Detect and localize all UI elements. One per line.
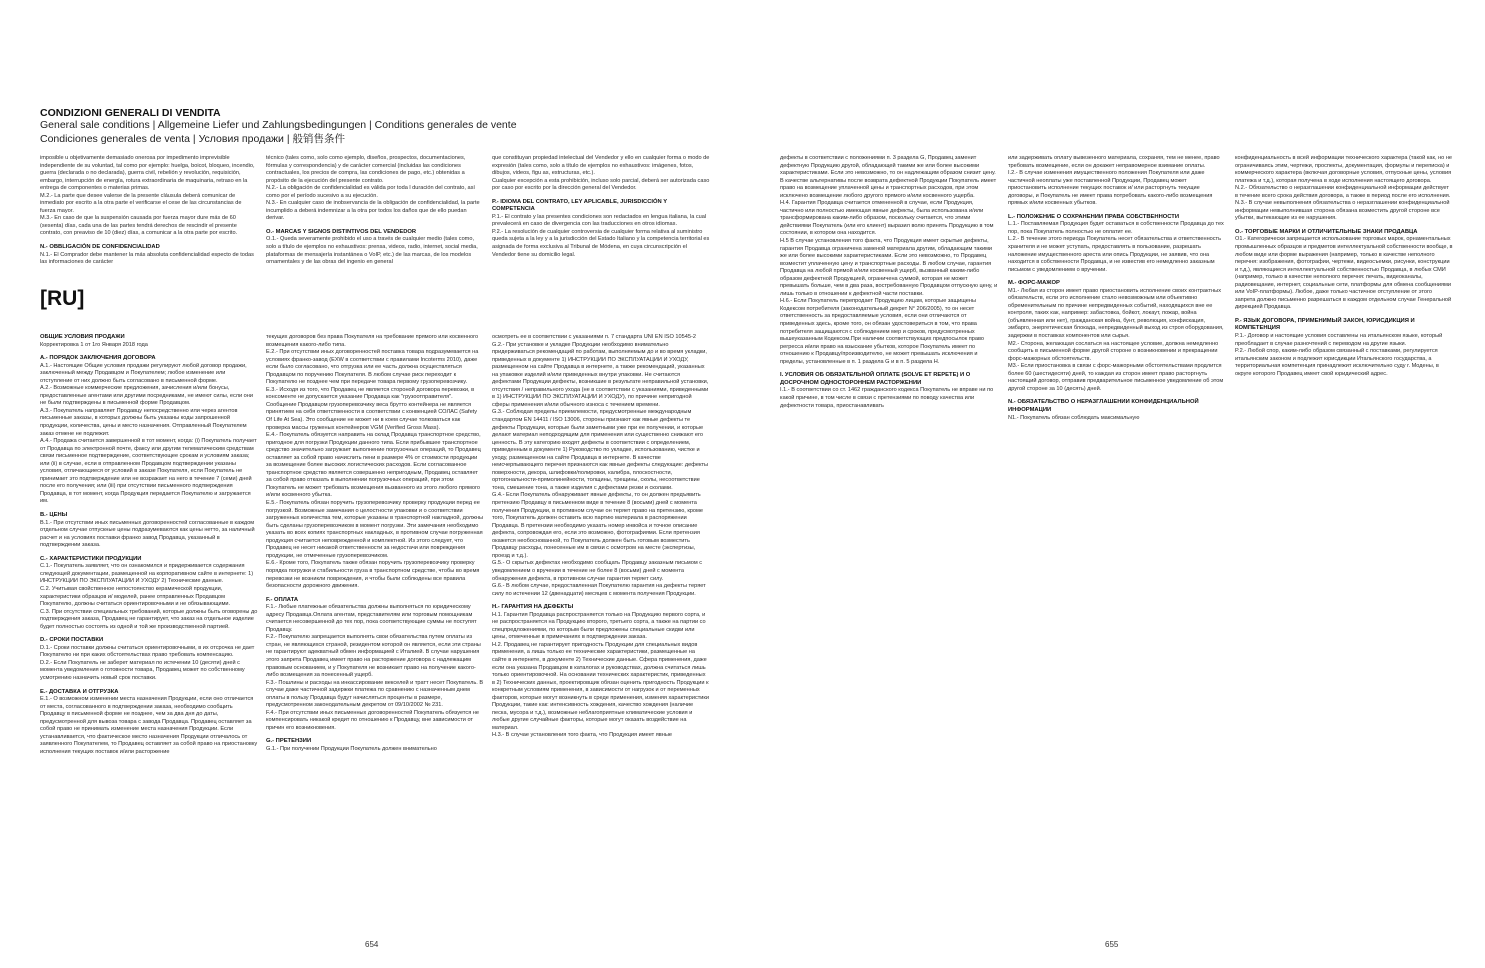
section-heading: I. УСЛОВИЯ ОБ ОБЯЗАТЕЛЬНОЙ ОПЛАТЕ (SOLVE ET REPETE) И О ДОСРОЧНОМ ОДНОСТОРОННЕМ РАСТОРЖЕНИИ: [780, 372, 971, 386]
paragraph: P.1.- El contrato y las presentes condiciones son redactados en lengua italiana, la cual prevalecerá en caso de divergencia con las traducciones en otros idiomas. P.2.- La resolución de cualquier controversia de cualquier forma relativa al suministro queda sujeta a la ley y a la jurisdicción del Estado Italiano y la competencia territorial es asignada de forma exclusiva al Tribunal de Módena, en cuya circunscripción el Vendedor tiene su domicilio legal.: [492, 213, 710, 258]
paragraph: F.1.- Любые платежные обязательства должны выполняться по юридическому адресу Продавца.Оплата агентам, представителям или торговым помощникам считается несовершенной до тех пор, пока соответствующие суммы не поступят Продавцу. F.2.- Покупателю запрещается выполнять свои обязательства путем оплаты из стран, не являющихся страной, резидентом которой он является, если эти страны не гарантируют адекватный обмен информацией с Италией. В случае нарушения этого запрета Продавец имеет право на расторжение договора с надлежащим правовым основанием, и у Покупателя не возникает право на получение какого-либо возмещения за понесенный ущерб. F.3.- Пошлины и расходы на инкассирование векселей и тратт несет Покупатель. В случае даже частичной задержки платежа по сравнению с назначенным днем оплаты в пользу Продавца будут начисляться проценты в размере, предусмотренном законодательным декретом от 09/10/2002 № 231. F.4.- При отсутствии иных письменных договоренностей Покупатель обязуется не компенсировать никакой кредит по отношению к Продавцу, вне зависимости от причин его возникновения.: [266, 604, 484, 731]
section-heading: L.- ПОЛОЖЕНИЕ О СОХРАНЕНИИ ПРАВА СОБСТВЕННОСТИ: [1008, 213, 1180, 220]
text-column: [1008, 155, 1226, 422]
paragraph: E.1.- О возможном изменении места назначения Продукции, если оно отличается от места, согласованного в подтверждении заказа, необходимо сообщить Продавцу в письменной форме не позднее, чем за два дня до даты, предусмотренной для вывоза товара с завода Продавца. Продавец оставляет за собой право не принимать изменение места назначения Продукции. Если устанавливается, что фактическое место назначения Продукции отличалось от заявленного Покупателем, то Продавец оставляет за собой право на приостановку исполнения текущих поставок и/или расторжение: [40, 696, 258, 755]
paragraph: N.1.- El Comprador debe mantener la más absoluta confidencialidad especto de todas las informaciones de carácter: [40, 251, 254, 266]
paragraph: M1.- Любая из сторон имеет право приостановить исполнение своих контрактных обязательств, если это исполнение стало невозможным или объективно обременительным по причине непредвиденных событий, находящихся вне ее контроля, таких как, например: забастовка, бойкот, локаут, пожар, война (объявленная или нет), гражданская война, бунт, революция, конфискация, эмбарго, энергетическая блокада, непредвиденный выход из строя оборудования, задержки в поставках компонентов или сырья. M2.- Сторона, желающая сослаться на настоящее условие, должна немедленно сообщить в письменной форме другой стороне о возникновении и прекращении форс-мажорных обстоятельств. M3.- Если приостановка в связи с форс-мажорными обстоятельствами продлится более 60 (шестидесяти) дней, то каждая из сторон имеет право расторгнуть настоящий договор, отправив предварительное письменное уведомление об этом другой стороне за 10 (десять) дней.: [1008, 287, 1224, 392]
page-number-right: 655: [1105, 940, 1119, 949]
text-column: [266, 155, 484, 267]
section-heading: P.- IDIOMA DEL CONTRATO, LEY APLICABLE, JURISDICCIÓN Y COMPETENCIA: [492, 198, 668, 213]
section-heading: P.- ЯЗЫК ДОГОВОРА, ПРИМЕНИМЫЙ ЗАКОН, ЮРИСДИКЦИЯ И КОМПЕТЕНЦИЯ: [1235, 317, 1415, 332]
text-column: [780, 155, 998, 410]
section-heading: B.- ЦЕНЫ: [40, 512, 68, 519]
page-number-left: 654: [365, 940, 379, 949]
paragraph: C.1.- Покупатель заявляет, что он ознакомился и придерживается содержания следующей документации, размещенной на корпоративном сайте в интернете: 1) ИНСТРУКЦИИ ПО ЭКСПЛУАТАЦИИ И УХОДУ 2) Технические данные. C.2. Учитывая свойственное непостоянство керамической продукции, характеристики образцов и/ моделей, ранее отправленных Продавцом Покупателю, должны считаться ориентировочными и не обязывающими. C.3. При отсутствии специальных требований, которые должны быть оговорены до подтверждения заказа, Продавец не гарантирует, что заказ на отдельное изделие будет полностью состоять из одной и той же производственной партией.: [40, 563, 258, 630]
section-heading: E.- ДОСТАВКА И ОТГРУЗКА: [40, 688, 119, 695]
document-subtitle: Condiciones generales de venta | Условия продажи | 般销售条件: [40, 133, 345, 145]
text-column: [492, 155, 710, 259]
section-heading: O.- ТОРГОВЫЕ МАРКИ И ОТЛИЧИТЕЛЬНЫЕ ЗНАКИ ПРОДАВЦА: [1235, 228, 1418, 235]
paragraph: O1.- Категорически запрещается использование торговых марок, орнаментальных промышленных образцов и предметов интеллектуальной собственности вообще, в любом виде или форме выражения (например, только в качестве неполного перечня: изображения, фотографии, чертежи, видеосъемки, рисунки, конструкции и т.д.), являющиеся интеллектуальной собственностью Продавца, в любых СМИ (например, только в качестве неполного перечня: печать, видеоканалы, радиовещание, интернет, социальные сети, платформы для обмена сообщениями или VoIP-платформы). Любое, даже только частичное отступление от этого запрета должно письменно разрешаться в каждом отдельном случае Генеральной дирекцией Продавца.: [1235, 236, 1453, 311]
paragraph: D.1.- Сроки поставки должны считаться ориентировочными, в их отсрочка не дает Покупателю ни при каких обстоятельствах право требовать компенсацию. D.2.- Если Покупатель не заберет материал по истечении 10 (десяти) дней с момента уведомления о готовности товара, Продавец может по собственному усмотрению назначить новый срок поставки.: [40, 644, 255, 681]
text-column: [1235, 155, 1453, 378]
section-heading: F.- ОПЛАТА: [266, 596, 299, 603]
text-column: [266, 334, 484, 754]
text-column: [40, 334, 258, 756]
section-heading: ОБЩИЕ УСЛОВИЯ ПРОДАЖИ: [40, 334, 125, 340]
paragraph: G.1.- При получении Продукции Покупатель должен внимательно: [266, 745, 437, 752]
section-heading: G.- ПРЕТЕНЗИИ: [266, 738, 312, 745]
section-heading: C.- ХАРАКТЕРИСТИКИ ПРОДУКЦИИ: [40, 555, 142, 562]
section-heading: А.- ПОРЯДОК ЗАКЛЮЧЕНИЯ ДОГОВОРА: [40, 355, 156, 362]
section-heading: O.- MARCAS Y SIGNOS DISTINTIVOS DEL VENDEDOR: [266, 228, 417, 235]
text-column: [492, 334, 710, 740]
paragraph: O.1.- Queda severamente prohibido el uso a través de cualquier medio (tales como, solo a título de ejemplos no exhaustivos: prensa, videos, radio, internet, social media, plataformas de mensajería instantánea o VoIP, etc.) de las marcas, de los modelos ornamentales y de las obras del ingenio en general: [266, 236, 478, 266]
paragraph: или задерживать оплату вывезенного материала, сохраняя, тем не менее, право требовать возмещение, если он докажет неправомерное взимание оплаты. I.2.- В случае изменения имущественного положения Покупателя или даже частичной неоплаты уже поставленной Продукции, Продавец может приостановить исполнение текущих поставок и/ или расторгнуть текущие договоры, и Покупатель не имеет права потребовать какого-либо возмещения прямых и/или косвенных убытков.: [1008, 155, 1220, 207]
paragraph: конфиденциальность в всей информации технического характера (такой как, но не ограничиваясь этим, чертежи, проспекты, документация, формулы и переписка) и коммерческого характера (включая договорные условия, отпускные цены, условия платежа и т.д.), которая получена в ходе исполнения настоящего договора. N.2.- Обязательство о неразглашении конфиденциальной информации действует в течение всего срока действия договора, а также в период после его исполнения. N.3.- В случае невыполнения обязательства о неразглашении конфиденциальной информации невыполнившая сторона обязана возместить другой стороне все убытки, вытекающие из ее нарушения.: [1235, 155, 1453, 222]
paragraph: текущих договоров без права Покупателя на требование прямого или косвенного возмещения какого-либо типа. E.2.- При отсутствии иных договоренностей поставка товара подразумевается на условиях франко-завод (EXW в соответствии с правилами Incoterms 2010), даже если было согласовано, что отгрузка или ее часть должна осуществляться Продавцом по поручению Покупателя. В любом случае риск переходит к Покупателю не позднее чем при передаче товара первому грузоперевозчику. E.3.- Исходя из того, что Продавец не является стороной договора перевозки, в консоменте не допускается указание Продавца как "грузоотправителя". Сообщение Продавцом грузоперевозчику веса брутто контейнера не является принятием на себя ответственности в соответствии с конвенцией СОЛАС (Safety Of Life At Sea). Это сообщение не может ни в коем случае толковаться как проверка массы груженых контейнеров VGM (Verified Gross Mass). E.4.- Покупатель обязуется направить на склад Продавца транспортное средство, пригодное для погрузки Продукции данного типа. Если прибывшее транспортное средство значительно загружает выполнение погрузочных операций, то Продавец оставляет за собой право начислить пени в размере 4% от стоимости продукции за возмещение более высоких логистических расходов. Если согласованное транспортное средство является совершенно непригодным, Продавец оставляет за собой право отказать в выполнении погрузочных операций, при этом Покупатель не может требовать возмещения вызванного из этого любого прямого и/или косвенного убытка. E.5.- Покупатель обязан поручить грузоперевозчику проверку продукции перед ее погрузкой. Возможные замечания о целостности упаковки и о соответствии загруженных количества тем, которые указаны в транспортной накладной, должны быть сделаны грузоперевозчиком в момент погрузки. Эти замечания необходимо указать во всех копиях транспортных накладных, в противном случае погруженная продукция считается неповрежденной и комплектной. Из этого следует, что Продавец не несет никакой ответственности за недостачи или повреждения продукции, не отмеченные грузоперевозчиком. E.6.- Кроме того, Покупатель также обязан поручить грузоперевозчику проверку порядка погрузки и стабильности груза в транспортном средстве, чтобы во время перевозки не возникли повреждения, и чтобы были соблюдены все правила безопасности дорожного движения.: [266, 334, 484, 590]
section-heading: N.- ОБЯЗАТЕЛЬСТВО О НЕРАЗГЛАШЕНИИ КОНФИДЕНЦИАЛЬНОЙ ИНФОРМАЦИИ: [1008, 399, 1199, 413]
paragraph: L.1.- Поставляемая Продукция будет оставаться в собственности Продавца до тех пор, пока Покупатель полностью не оплатит ее. L.2.- В течение этого периода Покупатель несет обязательства и ответственность хранителя и не может уступать, предоставлять в пользование, разрешать наложение имущественного ареста или опись Продукции, не заявив, что она находится в собственности Продавца, и не известив его немедленно заказным письмом с уведомлением о вручении.: [1008, 221, 1224, 273]
section-heading: N.- OBBLIGACIÓN DE CONFIDENCIALIDAD: [40, 244, 160, 251]
paragraph: B.1.- При отсутствии иных письменных договоренностей согласованные в каждом отдельном случае отпускные цены подразумеваются как цены нетто, за наличный расчет и на условиях поставки франко завод Продавца, указанный в подтверждении заказа.: [40, 519, 255, 549]
section-heading: D.- СРОКИ ПОСТАВКИ: [40, 637, 104, 644]
paragraph: I.1.- В соответствии со ст. 1462 гражданского кодекса Покупатель не вправе ни по какой причине, в том числе в связи с претензиями по поводу качества или дефектности товара, приостанавливать: [780, 387, 994, 409]
section-heading: H.- ГАРАНТИЯ НА ДЕФЕКТЫ: [492, 604, 574, 611]
paragraph: que constituyan propiedad intelectual del Vendedor y ello en cualquier forma o modo de expresión (tales como, solo a título de ejemplos no exhaustivos: imágenes, fotos, dibujos, videos, figu as, estructuras, etc.). Cualquier excepción a esta prohibición, incluso solo parcial, deberá ser autorizada caso por caso por escrito por la dirección general del Vendedor.: [492, 155, 710, 192]
language-section-label: [RU]: [40, 287, 85, 310]
paragraph: дефекты в соответствии с положениями п. 3 раздела G, Продавец заменит дефектную Продукцию другой, обладающей такими же или более высокими характеристиками. Если это невозможно, то он надлежащим образом снизит цену. В качестве альтернативы после возврата дефектной Продукции Покупатель имеет право на возмещение уплаченной цены и транспортных расходов, при этом исключено возмещение любого другого прямого и/или косвенного ущерба. H.4. Гарантия Продавца считается отмененной в случае, если Продукция, частично или полностью имеющая явные дефекты, была использована и/или трансформирована каким-либо образом, поскольку считается, что этими действиями Покупатель (или его клиент) выразил волю принять Продукцию в том состоянии, в котором она находится. H.5 В случае установления того факта, что Продукция имеет скрытые дефекты, гарантия Продавца ограничена заменой материала другим, обладающим такими же или более высокими характеристиками. Если это невозможно, то Продавец возместит уплаченную цену и транспортные расходы. В любом случае, гарантия Продавца на любой прямой и/или косвенный ущерб, вызванный каким-либо образом дефектной Продукцией, ограничена суммой, которая не может превышать больше, чем в два раза, востребованную Продавцом отпускную цену, и лишь только в отношении к дефектной части поставки. H.6.- Если Покупатель перепродает Продукцию лицам, которые защищены Кодексом потребителя (законодательный декрет N° 206/2005), то он несет ответственность за предоставляемые условия, если они отличаются от приведенных здесь, кроме того, он обязан удостовериться в том, что права потребителя защищаются с соблюдением мер и сроков, предусмотренных вышеуказанным Кодексом.При наличии соответствующих предпосылок право регресса и/или право на взыскание убытков, которое Покупатель имеет по отношению к Продавцу/производителю, не может превышать исключения и пределы, установленные в п. 1 раздела G и в п. 5 раздела H.: [780, 155, 998, 365]
paragraph: Корректировка 1 от 1го Января 2018 года: [40, 341, 148, 348]
document-subtitle: General sale conditions | Allgemeine Liefer und Zahlungsbedingungen | Conditions generales de vente: [40, 119, 517, 131]
paragraph: imposible u objetivamente demasiado onerosa por impedimento imprevisible independiente de su voluntad, tal como por ejemplo: huelga, boicot, bloqueo, incendio, guerra (declarada o no declarada), guerra civil, rebelión y revolución, requisición, embargo, interrupción de energía, rotura extraordinaria de maquinaria, retraso en la entrega de componentes o materias primas. M.2.- La parte que desee valerse de la presente cláusula deberá comunicar de inmediato por escrito a la otra parte el verificarse el cese de las circunstancias de fuerza mayor. M.3.- En caso de que la suspensión causada por fuerza mayor dure más de 60 (sesenta) días, cada una de las partes tendrá derechos de rescindir el presente contrato, con preaviso de 10 (diez) días, a comunicar a la otra parte por escrito.: [40, 155, 255, 237]
paragraph: H.1. Гарантия Продавца распространяется только на Продукцию первого сорта, и не распространяется на Продукцию второго, третьего сорта, а также на партии со спецпредложениями, по которым были предложены специальные скидки или цены, отмеченные в примечаниях в подтверждении заказа. H.2. Продавец не гарантирует пригодность Продукции для специальных видов применения, а лишь только ее технические характеристики, размещенные на сайте в интернете, в документе 2) Технические данные. Сфера применения, даже если она указана Продавцом в каталогах и руководствах, должна считаться лишь только ориентировочной. На основании технических характеристик, приведенных в 2) Технических данных, проектировщик обязан оценить пригодность Продукции к конкретным условиям применения, в зависимости от нагрузок и от переменных факторов, которые могут возникнуть в среде применения, изменяя характеристики Продукции, такие как: интенсивность хождения, качество хождения (наличие песка, мусора и т.д.), возможные неблагоприятные климатические условия и любые другие случайные факторы, которые могут оказать воздействие на материал. H.3.- В случае установления того факта, что Продукция имеет явные: [492, 611, 709, 739]
paragraph: N1.- Покупатель обязан соблюдать максимальную: [1008, 414, 1140, 421]
text-column: [40, 155, 258, 267]
paragraph: осмотреть ее в соответствии с указаниями п. 7 стандарта UNI EN ISO 10545-2 G.2.- При установке и укладке Продукции необходимо внимательно придерживаться рекомендаций по работам, выполняемым до и во время укладки, приведенных в документе 1) ИНСТРУКЦИИ ПО ЭКСПЛУАТАЦИИ И УХОДУ, размещенном на сайте Продавца в интернете, а также рекомендаций, указанных на упаковке изделий и/или приведенных внутри упаковки. Не считаются дефектами Продукции дефекты, возникшие в результате неправильной установки, отсутствия / неправильного ухода (не в соответствии с указаниями, приведенными в 1) ИНСТРУКЦИИ ПО ЭКСПЛУАТАЦИИ И УХОДУ), по причине непригодной сферы применения и/или обычного износа с течением времени. G.3.- Соблюдая пределы приемлемости, предусмотренные международным стандартом EN 14411 / ISO 13006, стороны признают как явные дефекты те дефекты Продукции, которые были заметными уже при ее получении, и которые делают материал неподходящим для применения или существенно снижают его ценность. В эту категорию входят дефекты в соответствии с определением, приведенным в документе 1) Руководство по укладке, использованию, чистке и уходу, размещенном на сайте Продавца в интернете. В качестве неисчерпывающего перечня признаются как явные дефекты следующие: дефекты поверхности, декора, шлифовки/полировки, калибра, плоскостности, ортогональности-прямолинейности, толщины, трещины, сколы, несоответствие тона, смешение тона, а также изделия с дефектами резки и сколами. G.4.- Если Покупатель обнаруживает явные дефекты, то он должен предъявить претензию Продавцу в письменном виде в течение 8 (восьми) дней с момента получения Продукции, в противном случае он теряет право на претензию, кроме того, Покупатель должен оставить всю партию материала в распоряжении Продавца. В претензии необходимо указать номер инвойса и точное описание дефекта, сопровождая его, если это возможно, фотографиями. Если претензия окажется необоснованной, то Покупатель должен быть готовым возместить Продавцу расходы, понесенные им в связи с осмотром на месте (экспертизы, проезд и т.д.). G.5.- О скрытых дефектах необходимо сообщать Продавцу заказным письмом с уведомлением о вручении в течение не более 8 (восьми) дней с момента обнаружения дефекта, в противном случае гарантия теряет силу. G.6.- В любом случае, предоставленная Покупателю гарантия на дефекты теряет силу по истечении 12 (двенадцати) месяцев с момента получения Продукции.: [492, 334, 709, 597]
paragraph: P.1.- Договор и настоящие условия составлены на итальянском языке, который преобладает в случае разночтений с переводом на другие языки. P.2.- Любой спор, каким-либо образом связанный с поставками, регулируется итальянским законом и подлежит юрисдикции Итальянского государства, а территориальная компетенция принадлежит исключительно суду г. Модены, в округе которого Продавец имеет свой юридический адрес.: [1235, 333, 1443, 377]
section-heading: M.- ФОРС-МАЖОР: [1008, 280, 1060, 287]
paragraph: técnico (tales como, solo como ejemplo, diseños, prospectos, documentaciones, fórmulas y correspondencia) y de carácter comercial (incluidas las condiciones contractuales, los precios de compra, las condiciones de pago, etc.) obtenidas a propósito de la ejecución del presente contrato. N.2.- La obligación de confidencialidad es válida por toda l duración del contrato, así como por el período sucesivo a su ejecución. N.3.- En cualquier caso de inobservancia de la obligación de confidencialidad, la parte incumplido a deberá indemnizar a la otra por todos los daños que de ello puedan derivar.: [266, 155, 480, 222]
paragraph: А.1.- Настоящие Общие условия продажи регулируют любой договор продажи, заключенный между Продавцом и Покупателем; любое изменение или отступление от них должно быть согласовано в письменной форме. А.2.- Возможные коммерческие предложения, зачисления и/или бонусы, предоставленные агентами или другими посредниками, не имеют силы, если они не были подтверждены в письменной форме Продавцом. А.3.- Покупатель направляет Продавцу непосредственно или через агентов письменные заказы, в которых должны быть указаны коды запрошенной продукции, количества, цены и место назначения. Отправленный Покупателем заказ отмене не подлежит. А.4.- Продажа считается завершенной в тот момент, когда: (i) Покупатель получает от Продавца по электронной почте, факсу или другим телематическим средствам связи письменное подтверждение, соответствующее срокам и условиям заказа; или (ii) в случае, если в отправленном Продавцом подтверждении указаны условия, отличающиеся от условий в заказе Покупателя, если Покупатель не принимает это подтверждение или не возражает на него в течение 7 (семи) дней после его получения; или (iii) при отсутствии письменного подтверждения Продавца, в тот момент, когда Продукция передается Покупателю и загружается им.: [40, 362, 257, 505]
document-title: CONDIZIONI GENERALI DI VENDITA: [40, 107, 221, 119]
